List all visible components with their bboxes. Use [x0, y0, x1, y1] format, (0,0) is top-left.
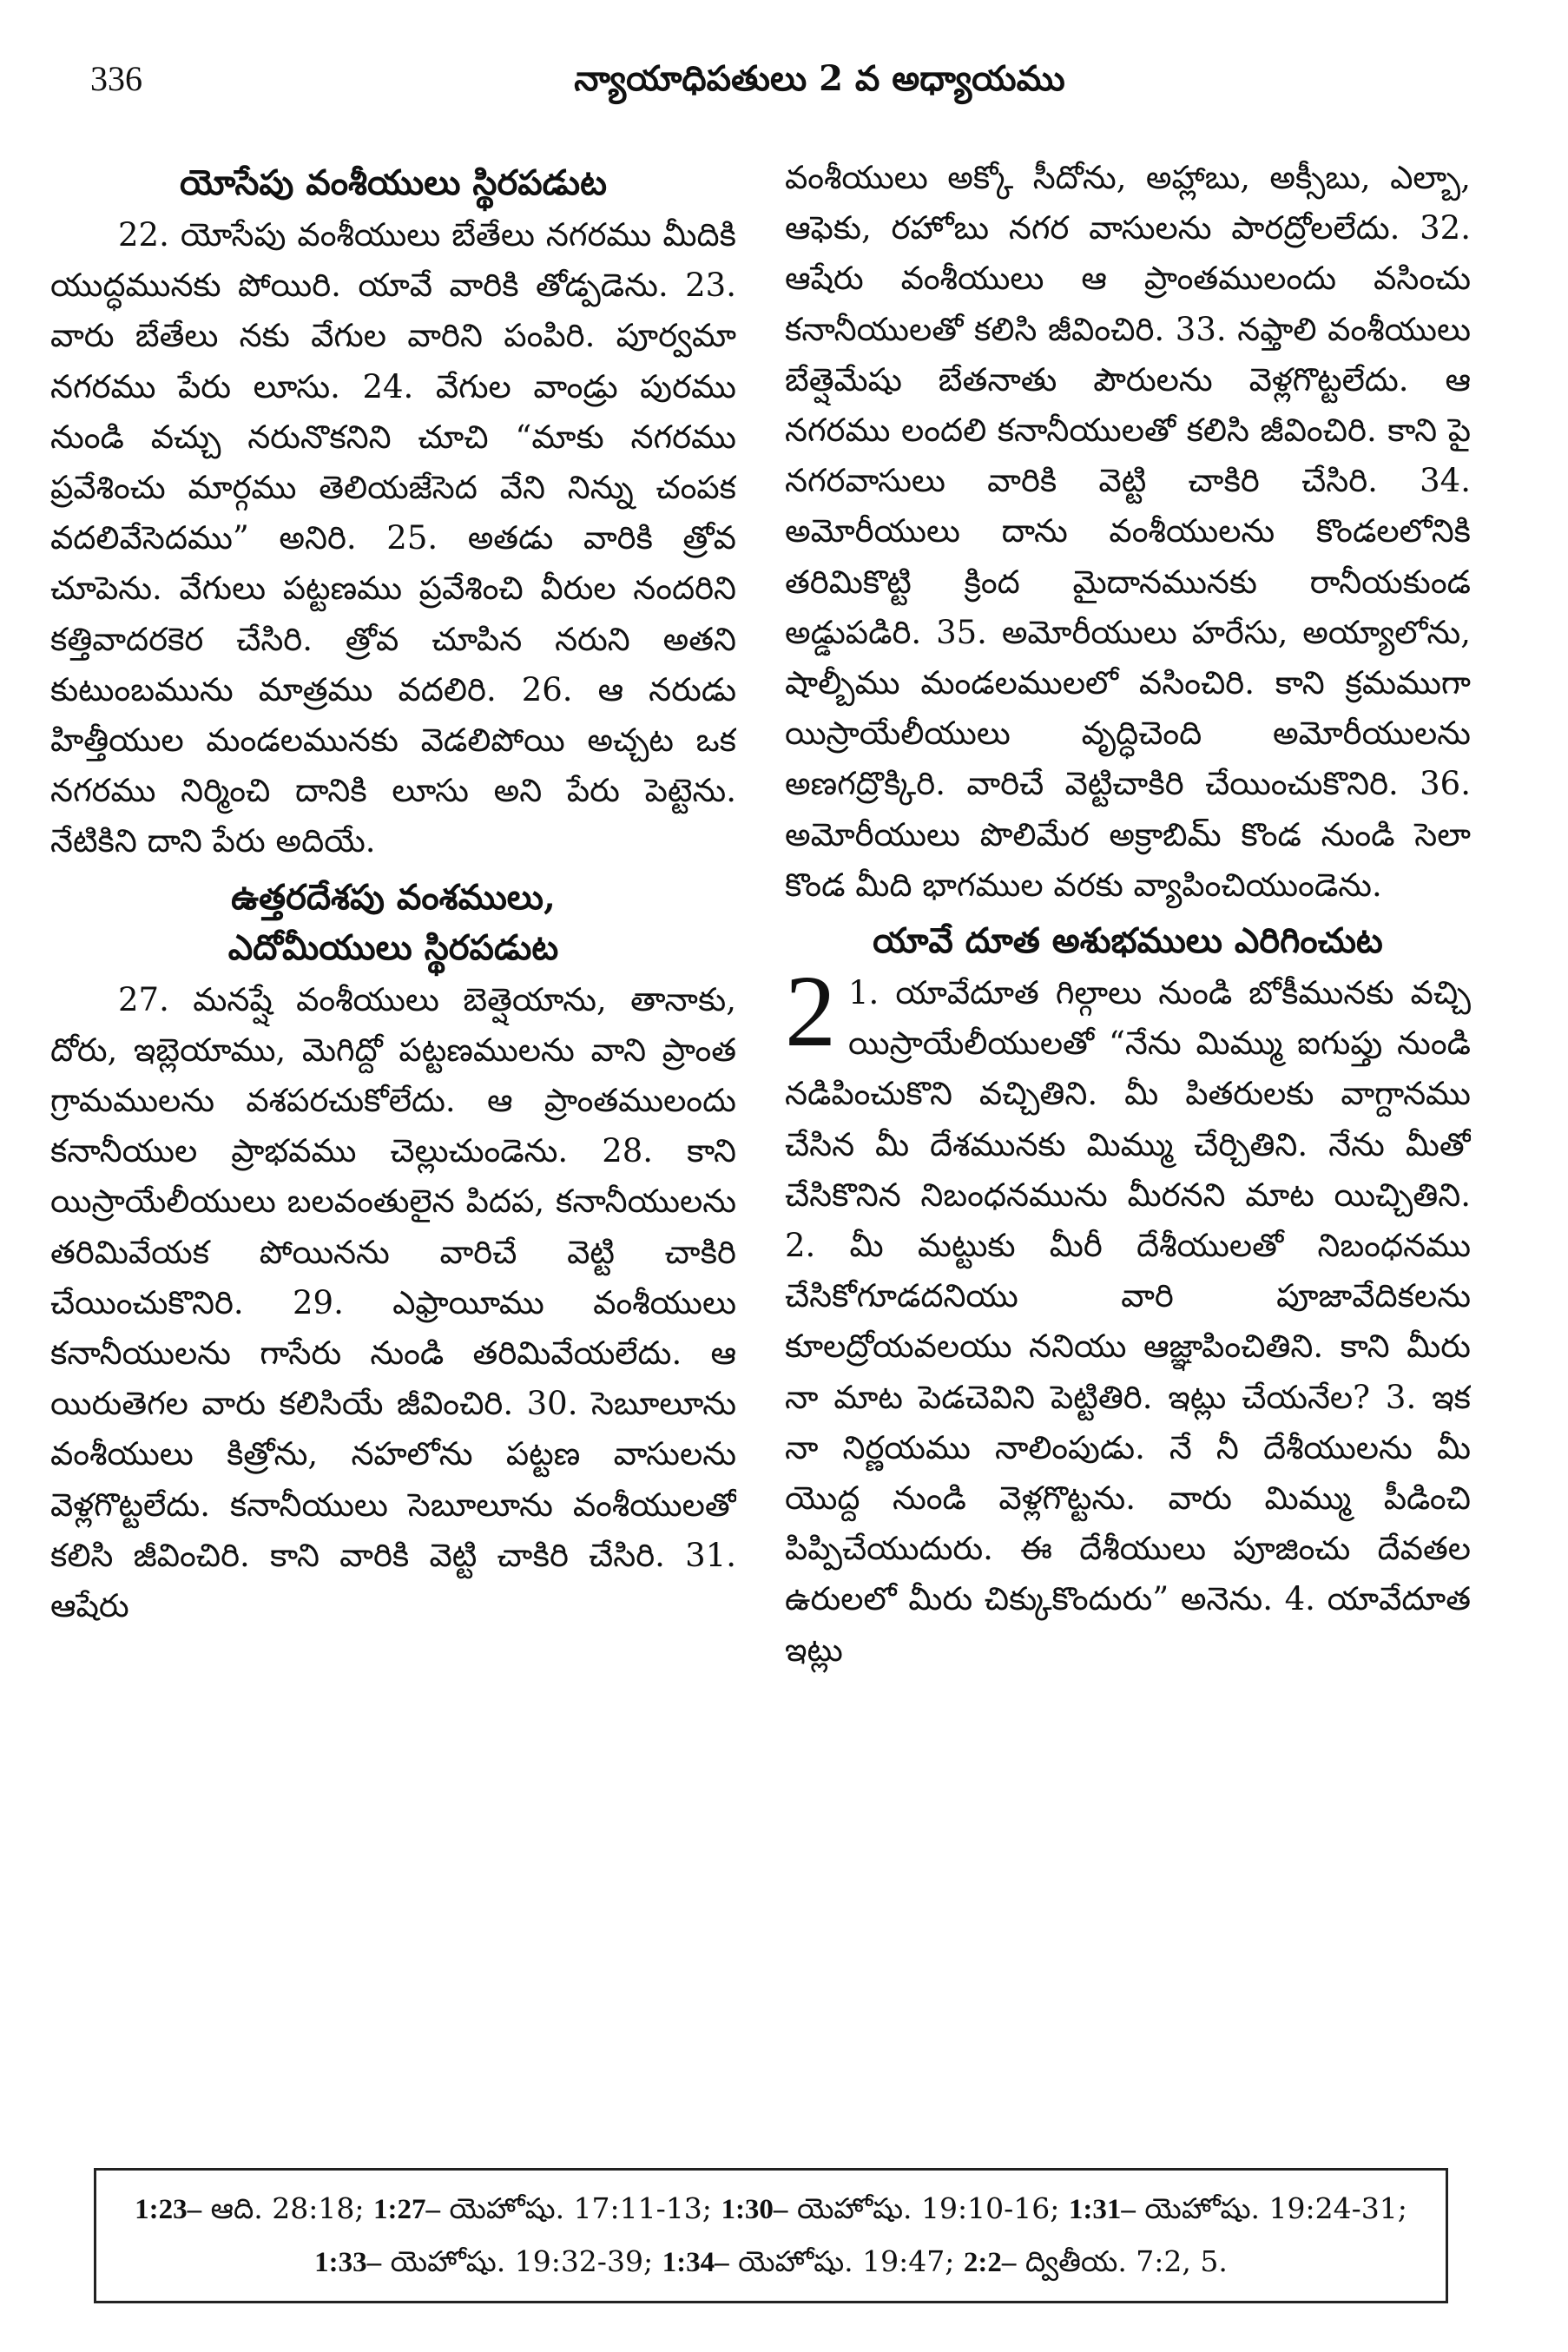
running-title: న్యాయాధిపతులు 2 వ అధ్యాయము — [574, 58, 1065, 99]
right-column — [785, 153, 1471, 2141]
chapter-number: 2 — [785, 954, 836, 1069]
left-column — [50, 153, 736, 2141]
footnote-ref: 1:27– — [372, 2194, 440, 2225]
footnote-ref: 1:30– — [721, 2194, 788, 2225]
footnote-ref: 1:23– — [135, 2194, 202, 2225]
page-number: 336 — [90, 59, 142, 98]
paragraph-chapter-2-verses-1-4: 1. యావేదూత గిల్గాలు నుండి బోకీమునకు వచ్చి యిస్రాయేలీయులతో “నేను మిమ్ము ఐగుప్తు నుండి నడిపించుకొని వచ్చితిని. మీ పితరులకు వాగ్దానము చేసిన మీ దేశమునకు మిమ్ము చేర్చితిని. నేను మీతో చేసికొనిన నిబంధనమును మీరనని మాట యిచ్చితిని. 2. మీ మట్టుకు మీరీ దేశీయులతో నిబంధనము చేసికోగూడదనియు వారి పూజావేదికలను కూలద్రోయవలయు ననియు ఆజ్ఞాపించితిని. కాని మీరు నా మాట పెడచెవిని పెట్టితిరి. ఇట్లు చేయనేల? 3. ఇక నా నిర్ణయము నాలింపుడు. నే నీ దేశీయులను మీ యొద్ద నుండి వెళ్లగొట్టను. వారు మిమ్ము పీడించి పిప్పిచేయుదురు. ఈ దేశీయులు పూజించు దేవతల ఉరులలో మీరు చిక్కుకొందురు” అనెను. 4. యావేదూత ఇట్లు — [785, 974, 1471, 1669]
footnote-text: యెహోషు. 17:11-13; — [449, 2191, 712, 2225]
footnote-ref: 2:2– — [963, 2247, 1017, 2278]
paragraph-verses-31-36: వంశీయులు అక్కో సీదోను, అహ్లాబు, అక్సీబు, ఎల్బా, ఆఫెకు, రహోబు నగర వాసులను పారద్రోలలేదు. 32. ఆషేరు వంశీయులు ఆ ప్రాంతములందు వసించు కనానీయులతో కలిసి జీవించిరి. 33. నఫ్తాలి వంశీయులు బేత్షెమేషు బేతనాతు పౌరులను వెళ్లగొట్టలేదు. ఆ నగరము లందలి కనానీయులతో కలిసి జీవించిరి. కాని పై నగరవాసులు వారికి వెట్టి చాకిరి చేసిరి. 34. అమోరీయులు దాను వంశీయులను కొండలలోనికి తరిమికొట్టి క్రింద మైదానమునకు రానీయకుండ అడ్డుపడిరి. 35. అమోరీయులు హరేసు, అయ్యాలోను, షాల్బీము మండలములలో వసించిరి. కాని క్రమముగా యిస్రాయేలీయులు వృద్ధిచెంది అమోరీయులను అణగద్రొక్కిరి. వారిచే వెట్టిచాకిరి చేయించుకొనిరి. 36. అమోరీయులు పొలిమేర అక్రాబిమ్ కొండ నుండి సెలా కొండ మీది భాగముల వరకు వ్యాపించియుండెను. — [785, 159, 1471, 904]
footnote-text: ఆది. 28:18; — [210, 2191, 365, 2225]
footnote-text: ద్వితీయ. 7:2, 5. — [1024, 2244, 1228, 2278]
footnote-ref: 1:31– — [1068, 2194, 1136, 2225]
section-heading-northern-tribes — [50, 873, 736, 973]
footnote-text: యెహోషు. 19:24-31; — [1144, 2191, 1407, 2225]
section-heading-joseph: యోసేపు వంశీయులు స్థిరపడుట — [180, 162, 607, 203]
section-heading-line: ఎదోమీయులు స్థిరపడుట — [227, 926, 559, 968]
section-heading-line: ఉత్తరదేశపు వంశములు, — [231, 876, 556, 918]
footnote-ref: 1:34– — [662, 2247, 729, 2278]
paragraph-verses-27-31: 27. మనష్షే వంశీయులు బెత్షెయాను, తానాకు, దోరు, ఇబ్లెయాము, మెగిద్దో పట్టణములను వాని ప్రాంత గ్రామములను వశపరచుకోలేదు. ఆ ప్రాంతములందు కనానీయుల ప్రాభవము చెల్లుచుండెను. 28. కాని యిస్రాయేలీయులు బలవంతులైన పిదప, కనానీయులను తరిమివేయక పోయినను వారిచే వెట్టి చాకిరి చేయించుకొనిరి. 29. ఎఫ్రాయీము వంశీయులు కనానీయులను గాసేరు నుండి తరిమివేయలేదు. ఆ యిరుతెగల వారు కలిసియే జీవించిరి. 30. సెబూలూను వంశీయులు కిత్రోను, నహలోను పట్టణ వాసులను వెళ్లగొట్టలేదు. కనానీయులు సెబూలూను వంశీయులతో కలిసి జీవించిరి. కాని వారికి వెట్టి చాకిరి చేసిరి. 31. ఆషేరు — [50, 980, 736, 1625]
cross-reference-box — [94, 2168, 1448, 2303]
footnote-text: యెహోషు. 19:47; — [738, 2244, 955, 2278]
footnote-ref: 1:33– — [314, 2247, 382, 2278]
page-header — [90, 49, 1479, 109]
paragraph-verses-22-26: 22. యోసేపు వంశీయులు బేతేలు నగరము మీదికి యుద్ధమునకు పోయిరి. యావే వారికి తోడ్పడెను. 23. వారు బేతేలు నకు వేగుల వారిని పంపిరి. పూర్వమా నగరము పేరు లూసు. 24. వేగుల వాండ్రు పురము నుండి వచ్చు నరునొకనిని చూచి “మాకు నగరము ప్రవేశించు మార్గము తెలియజేసెద వేని నిన్ను చంపక వదలివేసెదము” అనిరి. 25. అతడు వారికి త్రోవ చూపెను. వేగులు పట్టణము ప్రవేశించి వీరుల నందరిని కత్తివాదరకెర చేసిరి. త్రోవ చూపిన నరుని అతని కుటుంబమును మాత్రము వదలిరి. 26. ఆ నరుడు హిత్తీయుల మండలమునకు వెడలిపోయి అచ్చట ఒక నగరము నిర్మించి దానికి లూసు అని పేరు పెట్టెను. నేటికిని దాని పేరు అదియే. — [50, 216, 736, 860]
footnote-text: యెహోషు. 19:10-16; — [796, 2191, 1060, 2225]
section-heading-angel: యావే దూత అశుభములు ఎరిగించుట — [873, 920, 1383, 962]
footnote-text: యెహోషు. 19:32-39; — [390, 2244, 654, 2278]
